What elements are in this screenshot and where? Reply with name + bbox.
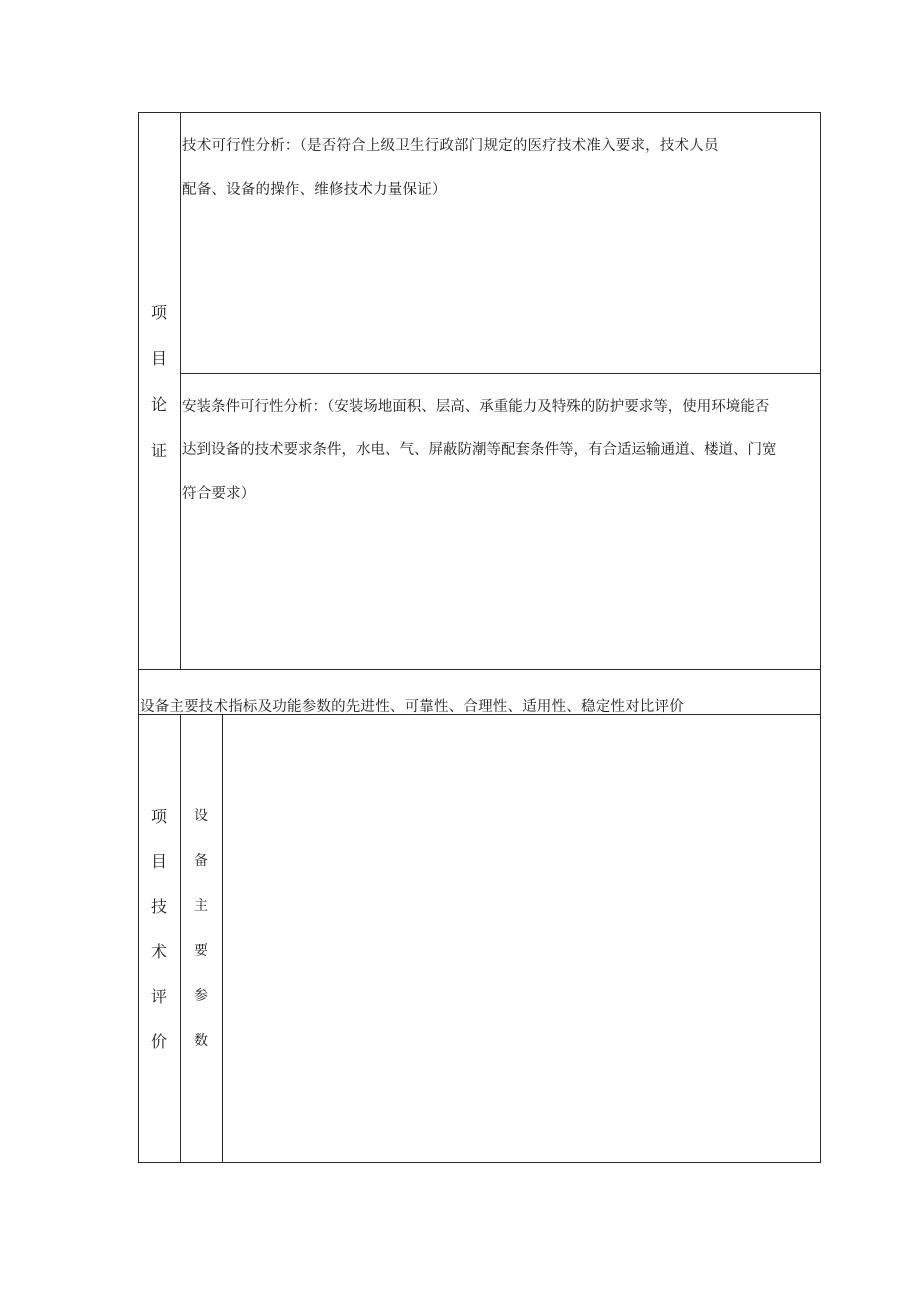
sub-label-char: 数 (194, 1033, 208, 1049)
label-char: 目 (150, 852, 167, 871)
row-divider-technical (180, 373, 821, 374)
label-char: 评 (150, 987, 167, 1006)
table-right-border (820, 112, 821, 1163)
label-char: 证 (150, 441, 167, 460)
technical-feasibility-line: 配备、设备的操作、维修技术力量保证） (182, 182, 447, 198)
label-column-divider-bottom (180, 714, 181, 1163)
table-top-border (138, 112, 821, 113)
installation-feasibility-line: 符合要求） (182, 486, 256, 502)
sub-label-char: 主 (194, 898, 208, 914)
installation-feasibility-line: 达到设备的技术要求条件，水电、气、屏蔽防潮等配套条件等，有合适运输通道、楼道、门宽 (182, 442, 777, 458)
sub-label-char: 备 (194, 853, 208, 869)
installation-feasibility-line: 安装条件可行性分析：（安装场地面积、层高、承重能力及特殊的防护要求等，使用环境能否 (182, 399, 770, 415)
sub-label-char: 要 (194, 943, 208, 959)
sub-label-char: 设 (194, 808, 208, 824)
row-divider-demonstration-end (138, 669, 821, 670)
label-char: 目 (150, 349, 167, 368)
label-char: 项 (150, 807, 167, 826)
label-char: 项 (150, 303, 167, 322)
table-bottom-border (138, 1162, 821, 1163)
equipment-parameters-cell[interactable] (223, 715, 820, 1162)
label-column-divider-top (180, 112, 181, 670)
label-char: 价 (150, 1032, 167, 1051)
sub-label-char: 参 (194, 988, 208, 1004)
label-char: 论 (150, 395, 167, 414)
technical-feasibility-line: 技术可行性分析：（是否符合上级卫生行政部门规定的医疗技术准入要求，技术人员 (182, 138, 719, 154)
label-char: 技 (150, 897, 167, 916)
label-char: 术 (150, 942, 167, 961)
comparison-row-text: 设备主要技术指标及功能参数的先进性、可靠性、合理性、适用性、稳定性对比评价 (140, 699, 684, 715)
